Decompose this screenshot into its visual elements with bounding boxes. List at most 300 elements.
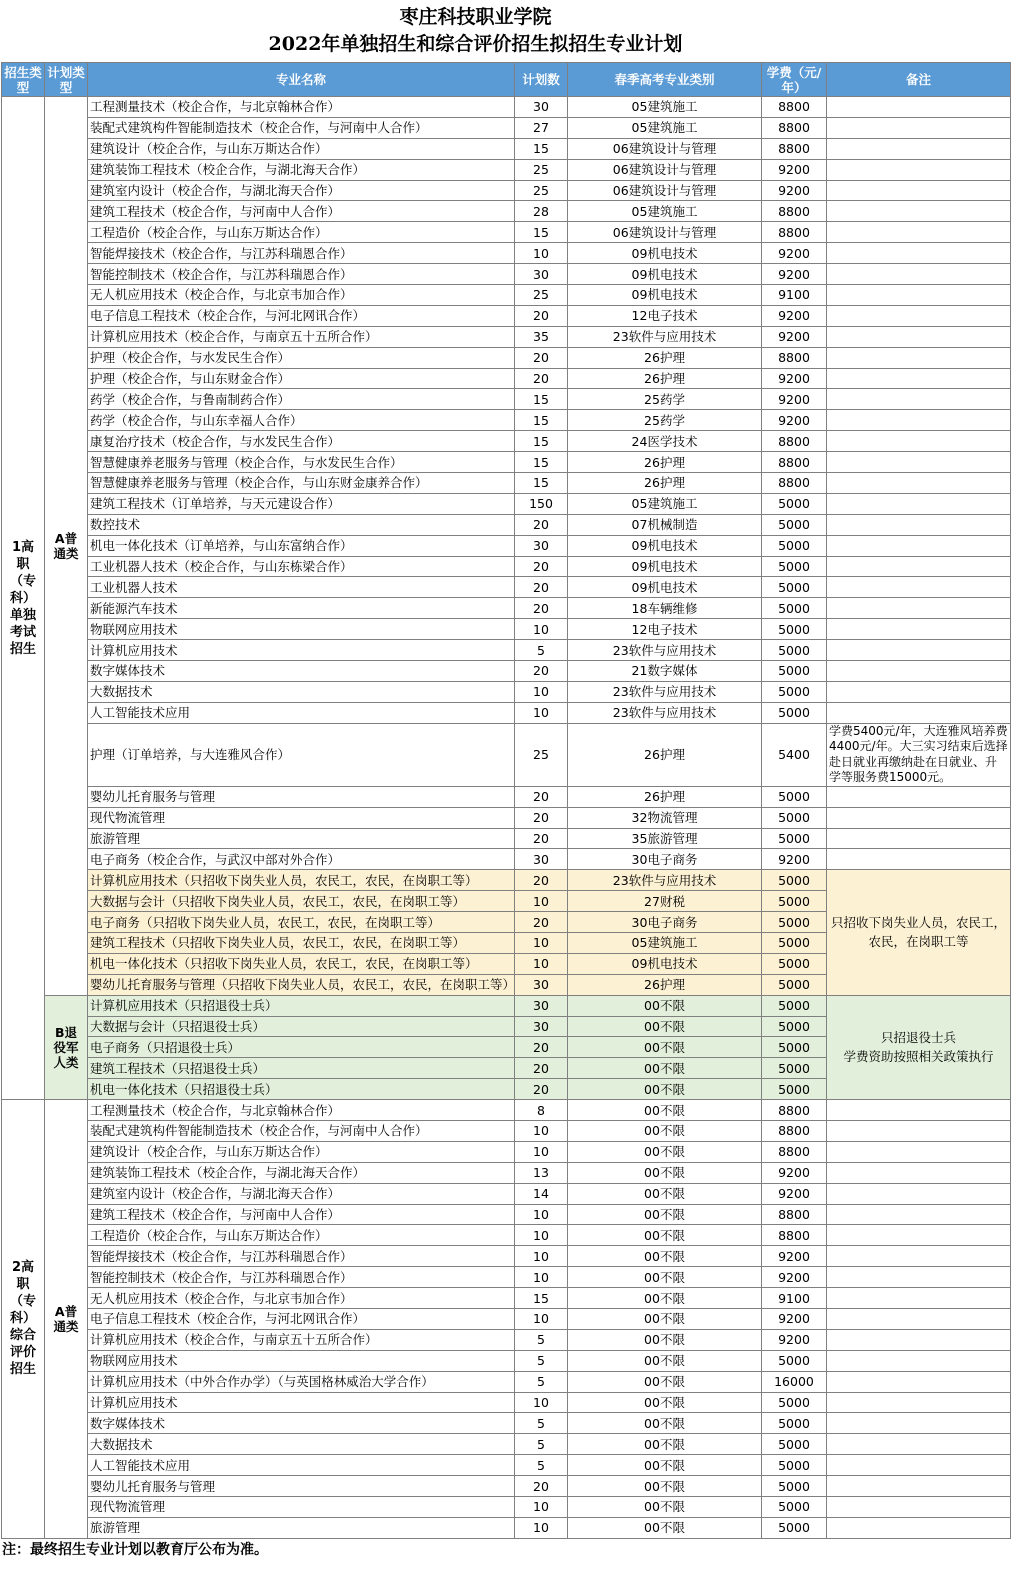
major-name: 智能控制技术（校企合作，与江苏科瑞恩合作） <box>88 1267 515 1288</box>
note-cell <box>827 786 1011 807</box>
tuition-fee: 5000 <box>762 535 827 556</box>
plan-count: 5 <box>515 640 568 661</box>
tuition-fee: 9100 <box>762 285 827 306</box>
exam-category: 26护理 <box>568 347 762 368</box>
tuition-fee: 8800 <box>762 1100 827 1121</box>
tuition-fee: 5000 <box>762 661 827 682</box>
tuition-fee: 9200 <box>762 305 827 326</box>
major-name: 计算机应用技术 <box>88 640 515 661</box>
plan-count: 30 <box>515 974 568 995</box>
plan-count: 10 <box>515 1225 568 1246</box>
plan-count: 15 <box>515 1288 568 1309</box>
plan-count: 15 <box>515 452 568 473</box>
plan-count: 20 <box>515 828 568 849</box>
major-name: 计算机应用技术（中外合作办学）（与英国格林威治大学合作） <box>88 1371 515 1392</box>
exam-category: 00不限 <box>568 1141 762 1162</box>
tuition-fee: 5000 <box>762 556 827 577</box>
exam-category: 00不限 <box>568 1288 762 1309</box>
note-cell <box>827 180 1011 201</box>
plan-count: 35 <box>515 326 568 347</box>
plan-count: 15 <box>515 431 568 452</box>
tuition-fee: 8800 <box>762 201 827 222</box>
tuition-fee: 8800 <box>762 431 827 452</box>
section1-a-plan-label: A普通类 <box>45 97 88 996</box>
exam-category: 07机械制造 <box>568 514 762 535</box>
major-name: 工程造价（校企合作，与山东万斯达合作） <box>88 222 515 243</box>
tuition-fee: 9200 <box>762 326 827 347</box>
table-row <box>2 159 1011 180</box>
exam-category: 23软件与应用技术 <box>568 326 762 347</box>
table-row <box>2 222 1011 243</box>
exam-category: 32物流管理 <box>568 807 762 828</box>
exam-category: 30电子商务 <box>568 912 762 933</box>
tuition-fee: 9200 <box>762 1162 827 1183</box>
note-cell <box>827 619 1011 640</box>
tuition-fee: 9200 <box>762 389 827 410</box>
table-row <box>2 1413 1011 1434</box>
major-name: 工业机器人技术（校企合作，与山东栋梁合作） <box>88 556 515 577</box>
tuition-fee: 9200 <box>762 849 827 870</box>
tuition-fee: 5000 <box>762 514 827 535</box>
tuition-fee: 5400 <box>762 723 827 786</box>
note-cell <box>827 264 1011 285</box>
veteran-note <box>827 995 1011 1099</box>
plan-count: 20 <box>515 347 568 368</box>
major-name: 旅游管理 <box>88 1517 515 1538</box>
exam-category: 05建筑施工 <box>568 932 762 953</box>
plan-count: 10 <box>515 1267 568 1288</box>
plan-count: 25 <box>515 285 568 306</box>
table-row <box>2 723 1011 786</box>
note-cell <box>827 661 1011 682</box>
note-cell <box>827 1392 1011 1413</box>
plan-count: 20 <box>515 577 568 598</box>
table-row <box>2 264 1011 285</box>
tuition-fee: 5000 <box>762 912 827 933</box>
major-name: 计算机应用技术（只招收下岗失业人员，农民工，农民，在岗职工等） <box>88 870 515 891</box>
header-type: 招生类型 <box>2 63 45 97</box>
tuition-fee: 5000 <box>762 932 827 953</box>
tuition-fee: 9200 <box>762 159 827 180</box>
table-row <box>2 117 1011 138</box>
table-row <box>2 786 1011 807</box>
exam-category: 00不限 <box>568 1120 762 1141</box>
plan-count: 25 <box>515 159 568 180</box>
exam-category: 09机电技术 <box>568 535 762 556</box>
tuition-fee: 5000 <box>762 619 827 640</box>
table-row <box>2 1100 1011 1121</box>
note-cell <box>827 97 1011 118</box>
major-name: 电子商务（只招退役士兵） <box>88 1037 515 1058</box>
tuition-fee: 5000 <box>762 1434 827 1455</box>
plan-title: 2022年单独招生和综合评价招生拟招生专业计划 <box>268 33 683 55</box>
plan-count: 20 <box>515 368 568 389</box>
major-name: 电子信息工程技术（校企合作，与河北网讯合作） <box>88 1308 515 1329</box>
note-cell <box>827 1497 1011 1518</box>
major-name: 工程造价（校企合作，与山东万斯达合作） <box>88 1225 515 1246</box>
tuition-fee: 9200 <box>762 368 827 389</box>
plan-count: 25 <box>515 180 568 201</box>
tuition-fee: 9200 <box>762 1183 827 1204</box>
plan-count: 30 <box>515 995 568 1016</box>
table-row <box>2 410 1011 431</box>
note-cell <box>827 1476 1011 1497</box>
note-cell <box>827 1413 1011 1434</box>
plan-count: 14 <box>515 1183 568 1204</box>
note-cell <box>827 410 1011 431</box>
tuition-fee: 8800 <box>762 117 827 138</box>
major-name: 智能焊接技术（校企合作，与江苏科瑞恩合作） <box>88 243 515 264</box>
note-cell <box>827 1434 1011 1455</box>
exam-category: 00不限 <box>568 1162 762 1183</box>
note-cell <box>827 305 1011 326</box>
note-cell <box>827 577 1011 598</box>
tuition-fee: 5000 <box>762 577 827 598</box>
tuition-fee: 5000 <box>762 702 827 723</box>
table-row <box>2 577 1011 598</box>
tuition-fee: 5000 <box>762 1392 827 1413</box>
exam-category: 26护理 <box>568 974 762 995</box>
exam-category: 00不限 <box>568 1100 762 1121</box>
table-row <box>2 1204 1011 1225</box>
plan-count: 15 <box>515 138 568 159</box>
major-name: 大数据与会计（只招退役士兵） <box>88 1016 515 1037</box>
table-row <box>2 828 1011 849</box>
plan-count: 10 <box>515 1308 568 1329</box>
note-cell <box>827 473 1011 494</box>
exam-category: 05建筑施工 <box>568 117 762 138</box>
major-name: 机电一体化技术（只招退役士兵） <box>88 1079 515 1100</box>
plan-count: 10 <box>515 681 568 702</box>
table-row <box>2 368 1011 389</box>
exam-category: 25药学 <box>568 389 762 410</box>
major-name: 建筑工程技术（订单培养，与天元建设合作） <box>88 493 515 514</box>
exam-category: 09机电技术 <box>568 953 762 974</box>
plan-count: 28 <box>515 201 568 222</box>
note-cell <box>827 389 1011 410</box>
exam-category: 00不限 <box>568 1371 762 1392</box>
plan-count: 15 <box>515 410 568 431</box>
major-name: 电子商务（只招收下岗失业人员，农民工，农民，在岗职工等） <box>88 912 515 933</box>
major-name: 计算机应用技术（校企合作，与南京五十五所合作） <box>88 326 515 347</box>
note-cell <box>827 1350 1011 1371</box>
table-row <box>2 1267 1011 1288</box>
exam-category: 09机电技术 <box>568 285 762 306</box>
exam-category: 26护理 <box>568 723 762 786</box>
major-name: 计算机应用技术（只招退役士兵） <box>88 995 515 1016</box>
tuition-fee: 5000 <box>762 598 827 619</box>
plan-count: 20 <box>515 1058 568 1079</box>
note-cell <box>827 1308 1011 1329</box>
exam-category: 26护理 <box>568 368 762 389</box>
table-row <box>2 849 1011 870</box>
note-cell <box>827 1141 1011 1162</box>
tuition-fee: 8800 <box>762 452 827 473</box>
tuition-fee: 8800 <box>762 473 827 494</box>
plan-count: 5 <box>515 1371 568 1392</box>
note-cell <box>827 1100 1011 1121</box>
exam-category: 05建筑施工 <box>568 493 762 514</box>
note-cell <box>827 1517 1011 1538</box>
table-row <box>2 97 1011 118</box>
plan-count: 20 <box>515 870 568 891</box>
major-name: 机电一体化技术（只招收下岗失业人员，农民工，农民，在岗职工等） <box>88 953 515 974</box>
tuition-fee: 5000 <box>762 974 827 995</box>
note-cell <box>827 347 1011 368</box>
section1-b-plan-label: B退役军人类 <box>45 995 88 1099</box>
plan-count: 15 <box>515 222 568 243</box>
plan-count: 30 <box>515 1016 568 1037</box>
table-row <box>2 473 1011 494</box>
exam-category: 00不限 <box>568 1246 762 1267</box>
tuition-fee: 5000 <box>762 640 827 661</box>
exam-category: 00不限 <box>568 1455 762 1476</box>
major-name: 药学（校企合作，与鲁南制药合作） <box>88 389 515 410</box>
table-row <box>2 1517 1011 1538</box>
section1-type-label: 1高职（专科）单独考试招生 <box>2 97 45 1100</box>
tuition-fee: 16000 <box>762 1371 827 1392</box>
plan-table-body <box>2 97 1011 1539</box>
table-row <box>2 347 1011 368</box>
tuition-fee: 9200 <box>762 1246 827 1267</box>
exam-category: 35旅游管理 <box>568 828 762 849</box>
table-row <box>2 389 1011 410</box>
major-name: 大数据技术 <box>88 681 515 702</box>
plan-count: 10 <box>515 953 568 974</box>
major-name: 护理（校企合作，与水发民生合作） <box>88 347 515 368</box>
exam-category: 18车辆维修 <box>568 598 762 619</box>
plan-count: 5 <box>515 1350 568 1371</box>
tuition-fee: 5000 <box>762 828 827 849</box>
exam-category: 26护理 <box>568 473 762 494</box>
major-name: 婴幼儿托育服务与管理 <box>88 1476 515 1497</box>
exam-category: 06建筑设计与管理 <box>568 180 762 201</box>
major-name: 建筑装饰工程技术（校企合作，与湖北海天合作） <box>88 1162 515 1183</box>
tuition-fee: 5000 <box>762 1476 827 1497</box>
major-name: 康复治疗技术（校企合作，与水发民生合作） <box>88 431 515 452</box>
plan-count: 20 <box>515 1037 568 1058</box>
table-row <box>2 995 1011 1016</box>
table-row <box>2 681 1011 702</box>
exam-category: 24医学技术 <box>568 431 762 452</box>
exam-category: 00不限 <box>568 1204 762 1225</box>
tuition-fee: 9100 <box>762 1288 827 1309</box>
table-row <box>2 661 1011 682</box>
table-row <box>2 285 1011 306</box>
major-name: 装配式建筑构件智能制造技术（校企合作，与河南中人合作） <box>88 117 515 138</box>
table-row <box>2 640 1011 661</box>
major-name: 电子商务（校企合作，与武汉中部对外合作） <box>88 849 515 870</box>
major-name: 药学（校企合作，与山东幸福人合作） <box>88 410 515 431</box>
exam-category: 00不限 <box>568 995 762 1016</box>
plan-count: 20 <box>515 807 568 828</box>
major-name: 智慧健康养老服务与管理（校企合作，与水发民生合作） <box>88 452 515 473</box>
tuition-fee: 8800 <box>762 1141 827 1162</box>
tuition-fee: 9200 <box>762 1329 827 1350</box>
note-cell <box>827 368 1011 389</box>
exam-category: 00不限 <box>568 1434 762 1455</box>
major-name: 无人机应用技术（校企合作，与北京韦加合作） <box>88 285 515 306</box>
plan-count: 27 <box>515 117 568 138</box>
exam-category: 23软件与应用技术 <box>568 702 762 723</box>
header-fee: 学费（元/年） <box>762 63 827 97</box>
note-cell <box>827 117 1011 138</box>
table-row <box>2 1371 1011 1392</box>
exam-category: 00不限 <box>568 1079 762 1100</box>
table-row <box>2 431 1011 452</box>
major-name: 大数据与会计（只招收下岗失业人员，农民工，农民，在岗职工等） <box>88 891 515 912</box>
major-name: 建筑工程技术（只招收下岗失业人员，农民工，农民，在岗职工等） <box>88 932 515 953</box>
exam-category: 12电子技术 <box>568 619 762 640</box>
table-row <box>2 1225 1011 1246</box>
major-name: 智能焊接技术（校企合作，与江苏科瑞恩合作） <box>88 1246 515 1267</box>
exam-category: 00不限 <box>568 1308 762 1329</box>
major-name: 建筑工程技术（只招退役士兵） <box>88 1058 515 1079</box>
note-cell <box>827 326 1011 347</box>
tuition-fee: 5000 <box>762 807 827 828</box>
major-name: 大数据技术 <box>88 1434 515 1455</box>
tuition-fee: 5000 <box>762 1517 827 1538</box>
note-cell <box>827 598 1011 619</box>
note-cell <box>827 201 1011 222</box>
nursing-note: 学费5400元/年，大连雅风培养费4400元/年。大三实习结束后选择赴日就业再缴纳赴在日就业、升学等服务费15000元。 <box>827 723 1011 786</box>
exam-category: 00不限 <box>568 1037 762 1058</box>
tuition-fee: 8800 <box>762 97 827 118</box>
exam-category: 27财税 <box>568 891 762 912</box>
plan-count: 13 <box>515 1162 568 1183</box>
note-cell <box>827 1162 1011 1183</box>
exam-category: 00不限 <box>568 1392 762 1413</box>
exam-category: 23软件与应用技术 <box>568 681 762 702</box>
plan-count: 30 <box>515 264 568 285</box>
table-row <box>2 1434 1011 1455</box>
note-cell <box>827 1288 1011 1309</box>
exam-category: 05建筑施工 <box>568 97 762 118</box>
major-name: 数字媒体技术 <box>88 1413 515 1434</box>
section2-a-plan-label: A普通类 <box>45 1100 88 1539</box>
table-row <box>2 598 1011 619</box>
note-cell <box>827 514 1011 535</box>
plan-count: 10 <box>515 1517 568 1538</box>
exam-category: 00不限 <box>568 1016 762 1037</box>
table-row <box>2 1288 1011 1309</box>
note-cell <box>827 138 1011 159</box>
major-name: 人工智能技术应用 <box>88 1455 515 1476</box>
table-row <box>2 1246 1011 1267</box>
table-row <box>2 514 1011 535</box>
exam-category: 23软件与应用技术 <box>568 640 762 661</box>
tuition-fee: 5000 <box>762 1079 827 1100</box>
note-cell <box>827 1225 1011 1246</box>
tuition-fee: 5000 <box>762 1016 827 1037</box>
exam-category: 06建筑设计与管理 <box>568 138 762 159</box>
exam-category: 26护理 <box>568 452 762 473</box>
exam-category: 12电子技术 <box>568 305 762 326</box>
plan-count: 5 <box>515 1413 568 1434</box>
note-cell <box>827 285 1011 306</box>
table-row <box>2 1141 1011 1162</box>
note-cell <box>827 452 1011 473</box>
major-name: 人工智能技术应用 <box>88 702 515 723</box>
tuition-fee: 8800 <box>762 138 827 159</box>
major-name: 护理（订单培养，与大连雅风合作） <box>88 723 515 786</box>
tuition-fee: 5000 <box>762 1350 827 1371</box>
major-name: 建筑设计（校企合作，与山东万斯达合作） <box>88 138 515 159</box>
note-cell <box>827 681 1011 702</box>
note-cell <box>827 222 1011 243</box>
tuition-fee: 5000 <box>762 870 827 891</box>
major-name: 建筑设计（校企合作，与山东万斯达合作） <box>88 1141 515 1162</box>
plan-count: 15 <box>515 389 568 410</box>
tuition-fee: 9200 <box>762 180 827 201</box>
table-row <box>2 870 1011 891</box>
note-cell <box>827 159 1011 180</box>
major-name: 工程测量技术（校企合作，与北京翰林合作） <box>88 1100 515 1121</box>
tuition-fee: 5000 <box>762 1455 827 1476</box>
plan-count: 10 <box>515 1204 568 1225</box>
table-row <box>2 535 1011 556</box>
plan-count: 15 <box>515 473 568 494</box>
table-row <box>2 619 1011 640</box>
table-row <box>2 1392 1011 1413</box>
table-row <box>2 326 1011 347</box>
table-row <box>2 1350 1011 1371</box>
exam-category: 00不限 <box>568 1225 762 1246</box>
tuition-fee: 5000 <box>762 1037 827 1058</box>
note-cell <box>827 1267 1011 1288</box>
exam-category: 05建筑施工 <box>568 201 762 222</box>
exam-category: 00不限 <box>568 1350 762 1371</box>
plan-count: 30 <box>515 849 568 870</box>
tuition-fee: 9200 <box>762 1267 827 1288</box>
major-name: 新能源汽车技术 <box>88 598 515 619</box>
table-row <box>2 807 1011 828</box>
tuition-fee: 5000 <box>762 1497 827 1518</box>
plan-count: 10 <box>515 243 568 264</box>
table-row <box>2 1308 1011 1329</box>
tuition-fee: 9200 <box>762 264 827 285</box>
plan-count: 30 <box>515 97 568 118</box>
plan-count: 20 <box>515 1079 568 1100</box>
table-row <box>2 305 1011 326</box>
table-row <box>2 1329 1011 1350</box>
note-cell <box>827 1204 1011 1225</box>
table-row <box>2 1120 1011 1141</box>
exam-category: 21数字媒体 <box>568 661 762 682</box>
tuition-fee: 5000 <box>762 1413 827 1434</box>
exam-category: 06建筑设计与管理 <box>568 222 762 243</box>
plan-count: 20 <box>515 661 568 682</box>
major-name: 婴幼儿托育服务与管理 <box>88 786 515 807</box>
tuition-fee: 5000 <box>762 953 827 974</box>
tuition-fee: 5000 <box>762 493 827 514</box>
table-row <box>2 702 1011 723</box>
major-name: 物联网应用技术 <box>88 1350 515 1371</box>
exam-category: 09机电技术 <box>568 577 762 598</box>
plan-count: 5 <box>515 1455 568 1476</box>
major-name: 物联网应用技术 <box>88 619 515 640</box>
tuition-fee: 8800 <box>762 1120 827 1141</box>
veteran-note-line2: 学费资助按照相关政策执行 <box>843 1049 994 1065</box>
header-plan-type: 计划类型 <box>45 63 88 97</box>
plan-count: 20 <box>515 514 568 535</box>
footer-note: 注：最终招生专业计划以教育厅公布为准。 <box>2 1541 268 1558</box>
plan-count: 30 <box>515 535 568 556</box>
header-category: 春季高考专业类别 <box>568 63 762 97</box>
plan-count: 25 <box>515 723 568 786</box>
exam-category: 00不限 <box>568 1267 762 1288</box>
exam-category: 00不限 <box>568 1517 762 1538</box>
